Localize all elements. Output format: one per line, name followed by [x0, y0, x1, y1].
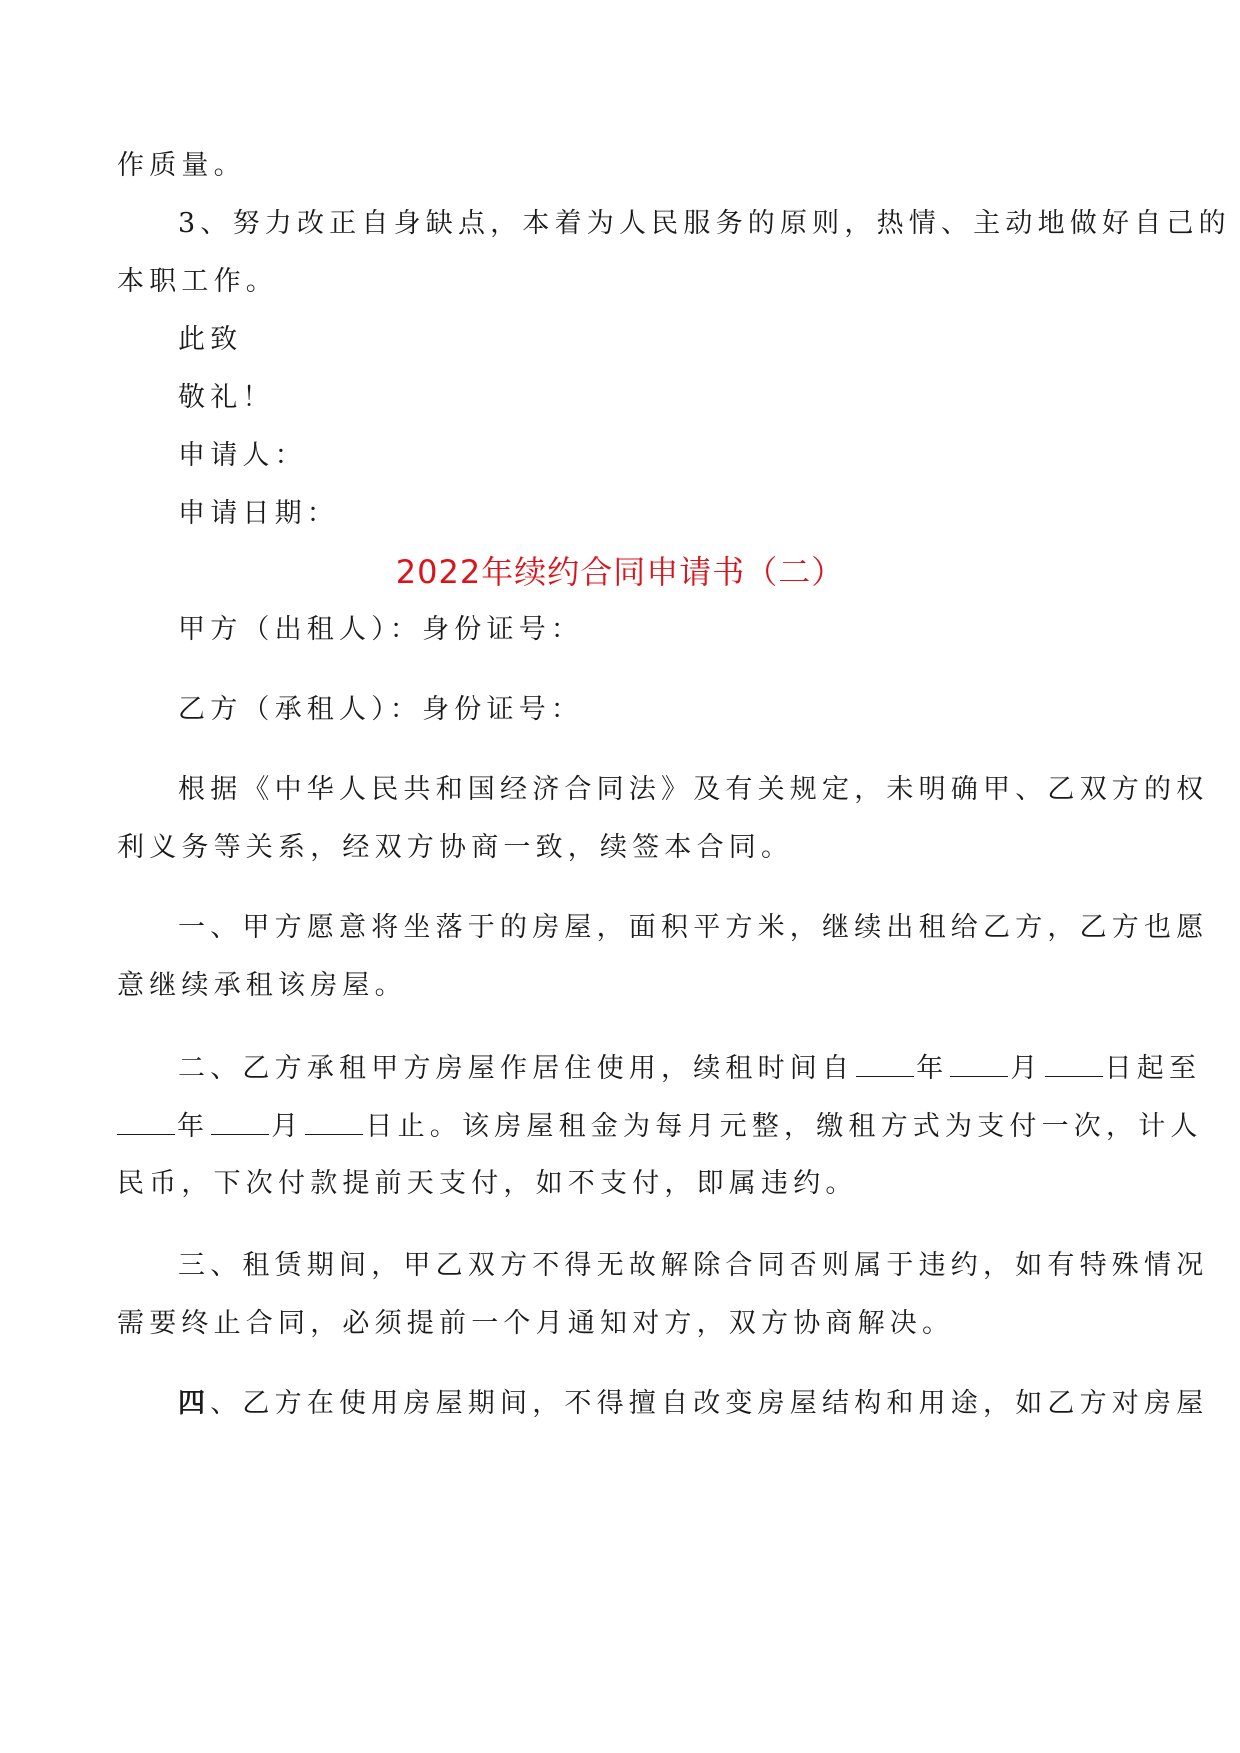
clause-4-text: 、乙方在使用房屋期间，不得擅自改变房屋结构和用途，如乙方对房屋 [210, 1388, 1209, 1419]
clause-4-line-1 [178, 1386, 1209, 1422]
clause-2-day-to: 日止。该房屋租金为每月元整，缴租方式为支付一次，计人 [365, 1111, 1203, 1142]
item-3-line-2: 本职工作。 [117, 266, 278, 297]
clause-2-line-1 [178, 1050, 1202, 1087]
apply-date-label: 申请日期： [178, 498, 339, 529]
intro-line-1: 根据《中华人民共和国经济合同法》及有关规定，未明确甲、乙双方的权 [178, 774, 1209, 805]
party-b-line: 乙方（承租人）：身份证号： [178, 694, 584, 725]
clause-2-text-a: 二、乙方承租甲方房屋作居住使用，续租时间自 [178, 1053, 855, 1084]
blank-year-from [856, 1050, 914, 1077]
blank-year-to [117, 1108, 175, 1135]
clause-2-month-from: 月 [1010, 1053, 1043, 1084]
item-3-line-1: 3、努力改正自身缺点，本着为人民服务的原则，热情、主动地做好自己的 [178, 208, 1231, 239]
clause-4-lead: 四 [178, 1388, 211, 1419]
section-title: 2022年续约合同申请书（二） [395, 553, 845, 591]
intro-line-2: 利义务等关系，经双方协商一致，续签本合同。 [117, 832, 794, 863]
clause-2-month-to: 月 [271, 1111, 304, 1142]
closing-salutation: 此致 [178, 324, 243, 355]
fragment-line: 作质量。 [117, 150, 246, 181]
blank-day-to [305, 1108, 363, 1135]
clause-3-line-2: 需要终止合同，必须提前一个月通知对方，双方协商解决。 [117, 1308, 955, 1339]
closing-regards: 敬礼！ [178, 382, 275, 413]
blank-month-to [211, 1108, 269, 1135]
clause-3-line-1: 三、租赁期间，甲乙双方不得无故解除合同否则属于违约，如有特殊情况 [178, 1250, 1209, 1281]
clause-2-line-3: 民币，下次付款提前天支付，如不支付，即属违约。 [117, 1168, 858, 1199]
clause-2-day-from: 日起至 [1104, 1053, 1202, 1084]
party-a-line: 甲方（出租人）：身份证号： [178, 614, 584, 645]
applicant-label: 申请人： [178, 440, 307, 471]
clause-2-year-to: 年 [177, 1111, 210, 1142]
blank-month-from [950, 1050, 1008, 1077]
clause-1-line-1: 一、甲方愿意将坐落于的房屋，面积平方米，继续出租给乙方，乙方也愿 [178, 912, 1209, 943]
clause-1-line-2: 意继续承租该房屋。 [117, 970, 407, 1001]
clause-2-year-from: 年 [916, 1053, 949, 1084]
clause-2-line-2 [117, 1108, 1203, 1145]
blank-day-from [1045, 1050, 1103, 1077]
